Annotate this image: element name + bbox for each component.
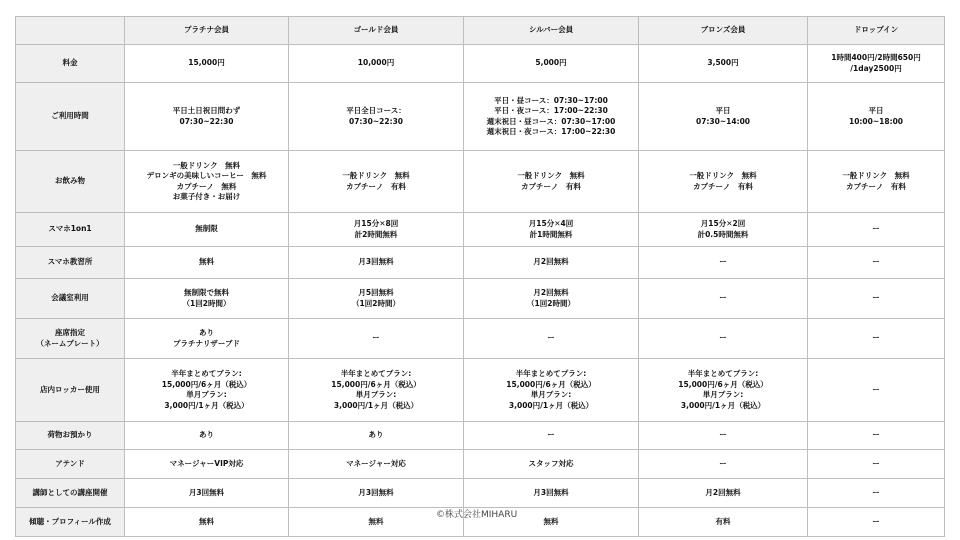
cell-locker-bronze: 半年まとめてプラン: 15,000円/6ヶ月（税込） 単月プラン: 3,000円/1ヶ月（税込）	[639, 359, 808, 422]
header-row	[16, 17, 945, 45]
cell-smartphone-school-gold: 月3回無料	[289, 247, 464, 279]
cell-price-dropin: 1時間400円/2時間650円 /1day2500円	[808, 45, 945, 83]
cell-listening-profile-platinum: 無料	[125, 508, 289, 537]
row-header-meeting-room: 会議室利用	[16, 279, 125, 319]
table-row-drinks	[16, 151, 945, 213]
cell-smartphone-school-bronze: ー	[639, 247, 808, 279]
cell-smartphone-school-platinum: 無料	[125, 247, 289, 279]
row-header-price: 料金	[16, 45, 125, 83]
row-header-attend: アテンド	[16, 450, 125, 479]
table-row-hours	[16, 83, 945, 151]
column-header-bronze: ブロンズ会員	[639, 17, 808, 45]
row-header-smartphone-school: スマホ教習所	[16, 247, 125, 279]
cell-attend-bronze: ー	[639, 450, 808, 479]
cell-hours-silver: 平日・昼コース：07:30~17:00 平日・夜コース：17:00~22:30 週末祝日・昼コース：07:30~17:00 週末祝日・夜コース：17:00~22:30	[464, 83, 639, 151]
cell-meeting-room-platinum: 無制限で無料 （1回2時間）	[125, 279, 289, 319]
membership-comparison-table	[15, 16, 945, 537]
cell-drinks-platinum: 一般ドリンク 無料 デロンギの美味しいコーヒー 無料 カプチーノ 無料 お菓子付き・お届け	[125, 151, 289, 213]
header-corner	[16, 17, 125, 45]
copyright-text: ©株式会社MIHARU	[436, 510, 518, 520]
cell-listening-profile-bronze: 有料	[639, 508, 808, 537]
row-header-drinks: お飲み物	[16, 151, 125, 213]
cell-price-silver: 5,000円	[464, 45, 639, 83]
cell-price-bronze: 3,500円	[639, 45, 808, 83]
row-header-listening-profile: 傾聴・プロフィール作成	[16, 508, 125, 537]
cell-hours-bronze: 平日 07:30~14:00	[639, 83, 808, 151]
table-header	[16, 17, 945, 45]
table-row-meeting-room	[16, 279, 945, 319]
cell-attend-silver: スタッフ対応	[464, 450, 639, 479]
table-body	[16, 45, 945, 537]
cell-meeting-room-gold: 月5回無料 （1回2時間）	[289, 279, 464, 319]
cell-smartphone-1on1-silver: 月15分✕4回 計1時間無料	[464, 213, 639, 247]
cell-drinks-bronze: 一般ドリンク 無料 カプチーノ 有料	[639, 151, 808, 213]
column-header-gold: ゴールド会員	[289, 17, 464, 45]
cell-locker-silver: 半年まとめてプラン: 15,000円/6ヶ月（税込） 単月プラン: 3,000円/1ヶ月（税込）	[464, 359, 639, 422]
cell-meeting-room-dropin: ー	[808, 279, 945, 319]
row-header-seat-reservation: 座席指定 （ネームプレート）	[16, 319, 125, 359]
table-row-smartphone-1on1	[16, 213, 945, 247]
table-row-price	[16, 45, 945, 83]
cell-hours-dropin: 平日 10:00~18:00	[808, 83, 945, 151]
table-row-lecture	[16, 479, 945, 508]
cell-lecture-silver: 月3回無料	[464, 479, 639, 508]
cell-locker-dropin: ー	[808, 359, 945, 422]
cell-baggage-bronze: ー	[639, 422, 808, 450]
cell-seat-reservation-bronze: ー	[639, 319, 808, 359]
row-header-hours: ご利用時間	[16, 83, 125, 151]
column-header-platinum: プラチナ会員	[125, 17, 289, 45]
cell-hours-platinum: 平日土日祝日問わず 07:30~22:30	[125, 83, 289, 151]
cell-price-platinum: 15,000円	[125, 45, 289, 83]
cell-attend-gold: マネージャー対応	[289, 450, 464, 479]
cell-smartphone-school-dropin: ー	[808, 247, 945, 279]
cell-baggage-dropin: ー	[808, 422, 945, 450]
cell-baggage-silver: ー	[464, 422, 639, 450]
row-header-lecture: 講師としての講座開催	[16, 479, 125, 508]
cell-locker-platinum: 半年まとめてプラン: 15,000円/6ヶ月（税込） 単月プラン: 3,000円/1ヶ月（税込）	[125, 359, 289, 422]
column-header-dropin: ドロップイン	[808, 17, 945, 45]
cell-baggage-platinum: あり	[125, 422, 289, 450]
cell-seat-reservation-gold: ー	[289, 319, 464, 359]
cell-drinks-dropin: 一般ドリンク 無料 カプチーノ 有料	[808, 151, 945, 213]
cell-smartphone-school-silver: 月2回無料	[464, 247, 639, 279]
cell-listening-profile-gold: 無料	[289, 508, 464, 537]
cell-drinks-gold: 一般ドリンク 無料 カプチーノ 有料	[289, 151, 464, 213]
cell-listening-profile-dropin: ー	[808, 508, 945, 537]
cell-smartphone-1on1-gold: 月15分✕8回 計2時間無料	[289, 213, 464, 247]
table-row-smartphone-school	[16, 247, 945, 279]
cell-seat-reservation-platinum: あり プラチナリザーブド	[125, 319, 289, 359]
table-row-locker	[16, 359, 945, 422]
cell-seat-reservation-dropin: ー	[808, 319, 945, 359]
cell-lecture-platinum: 月3回無料	[125, 479, 289, 508]
cell-meeting-room-bronze: ー	[639, 279, 808, 319]
table-row-attend	[16, 450, 945, 479]
cell-smartphone-1on1-bronze: 月15分✕2回 計0.5時間無料	[639, 213, 808, 247]
column-header-silver: シルバー会員	[464, 17, 639, 45]
row-header-locker: 店内ロッカー使用	[16, 359, 125, 422]
row-header-baggage: 荷物お預かり	[16, 422, 125, 450]
table-row-seat-reservation	[16, 319, 945, 359]
row-header-smartphone-1on1: スマホ1on1	[16, 213, 125, 247]
cell-meeting-room-silver: 月2回無料 （1回2時間）	[464, 279, 639, 319]
cell-attend-platinum: マネージャーVIP対応	[125, 450, 289, 479]
cell-listening-profile-silver: 無料	[464, 508, 639, 537]
cell-locker-gold: 半年まとめてプラン: 15,000円/6ヶ月（税込） 単月プラン: 3,000円/1ヶ月（税込）	[289, 359, 464, 422]
cell-smartphone-1on1-platinum: 無制限	[125, 213, 289, 247]
cell-baggage-gold: あり	[289, 422, 464, 450]
cell-lecture-dropin: ー	[808, 479, 945, 508]
cell-attend-dropin: ー	[808, 450, 945, 479]
table-row-baggage	[16, 422, 945, 450]
cell-drinks-silver: 一般ドリンク 無料 カプチーノ 有料	[464, 151, 639, 213]
cell-smartphone-1on1-dropin: ー	[808, 213, 945, 247]
cell-price-gold: 10,000円	[289, 45, 464, 83]
cell-lecture-bronze: 月2回無料	[639, 479, 808, 508]
cell-hours-gold: 平日全日コース： 07:30~22:30	[289, 83, 464, 151]
cell-seat-reservation-silver: ー	[464, 319, 639, 359]
cell-lecture-gold: 月3回無料	[289, 479, 464, 508]
